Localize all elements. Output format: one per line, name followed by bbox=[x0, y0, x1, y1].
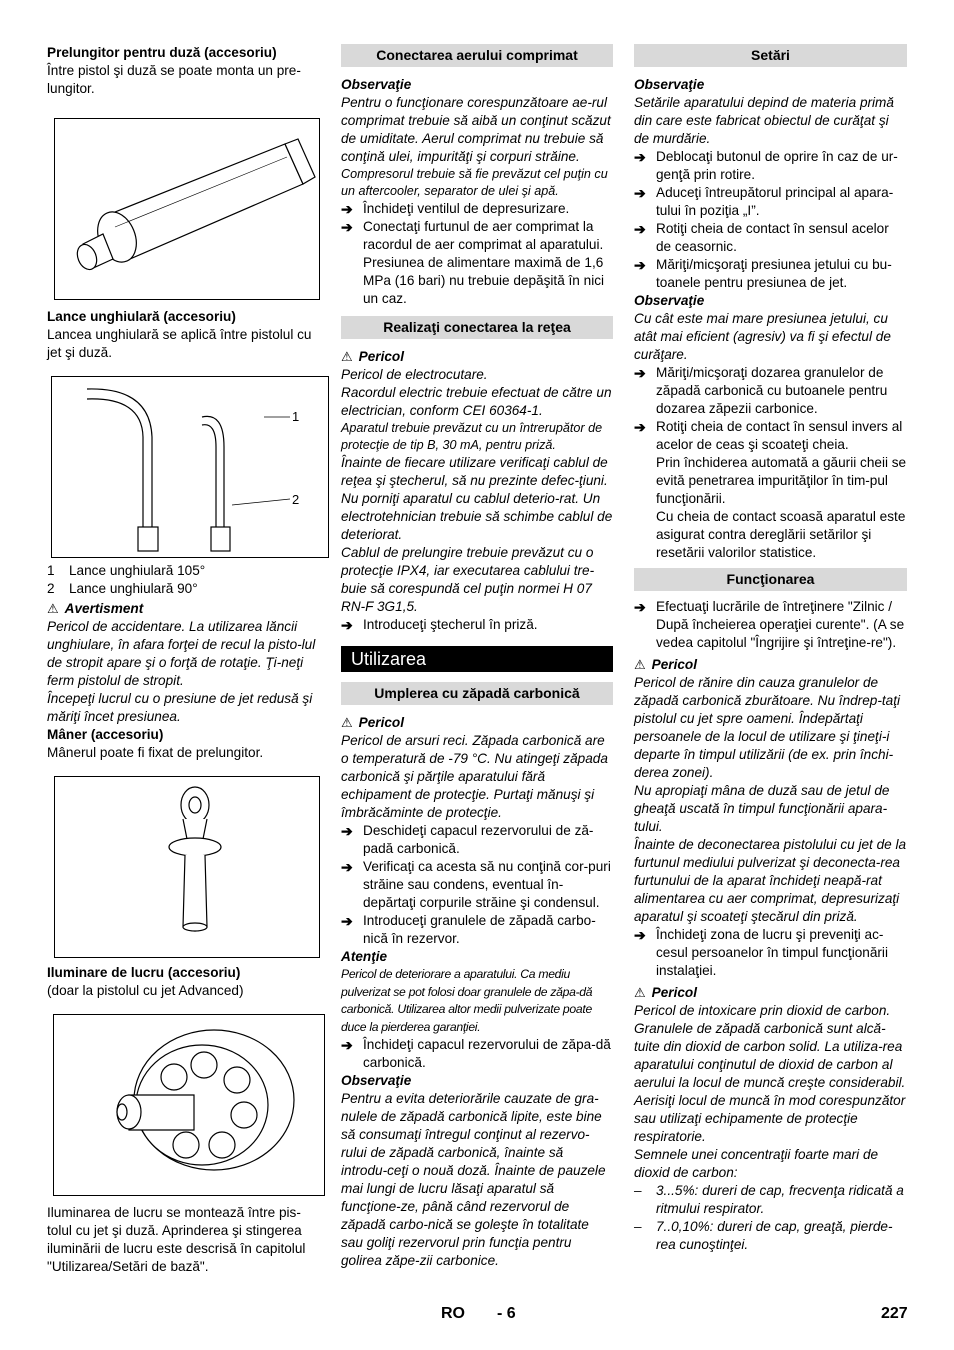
light-title: Iluminare de lucru (accesoriu) bbox=[47, 965, 241, 980]
step-item: ➔ Conectaţi furtunul de aer comprimat la racordul de aer comprimat al aparatului. bbox=[341, 219, 604, 252]
danger-text-4: Înainte de fiecare utilizare verificaţi cablul de reţea şi ştecherul, să nu prezinte defec-ţiuni. Nu porniţi aparatul cu cablul deterio-rat. Un electrotehnician trebuie să schimbe cablul de deteriorat. bbox=[341, 455, 613, 542]
work-light-illustration bbox=[54, 1015, 324, 1195]
danger-text-3: Aparatul trebuie prevăzut cu un întrerupător de protecţie de tip B, 30 mA, pentru priză. bbox=[341, 421, 603, 452]
caution-text: Pericol de deteriorare a aparatului. Ca mediu pulverizat se pot folosi doar granulele de zăpa-dă carbonică. Utilizarea altor medii pulverizate poate duce la pierderea garanţiei. bbox=[341, 967, 593, 1034]
arrow-right-icon: ➔ bbox=[634, 419, 646, 435]
step-item: ➔ Rotiţi cheia de contact în sensul acelor de ceasornic. bbox=[634, 221, 889, 254]
danger-text-2: Racordul electric trebuie efectuat de către un electrician, conform CEI 60364-1. bbox=[341, 385, 612, 418]
arrow-right-icon: ➔ bbox=[634, 149, 646, 165]
lance-legend-item: 2 Lance unghiulară 90° bbox=[47, 581, 198, 596]
step-note: Cu cheia de contact scoasă aparatul este asigurat contra dereglării setărilor şi resetării valorilor statistice. bbox=[656, 509, 906, 560]
note-label: Observaţie bbox=[634, 293, 705, 308]
extension-title: Prelungitor pentru duză (accesoriu) bbox=[47, 45, 277, 60]
arrow-right-icon: ➔ bbox=[634, 599, 646, 615]
step-item: ➔ Introduceţi granulele de zăpadă carbo-nică în rezervor. bbox=[341, 913, 596, 946]
lance-title: Lance unghiulară (accesoriu) bbox=[47, 309, 236, 324]
extension-figure bbox=[54, 118, 320, 300]
danger-text: Pericol de arsuri reci. Zăpada carbonică are o temperatură de -79 °C. Nu atingeţi zăpada carbonică şi părţile aparatului fără echipament de protecţie. Purtaţi mănuşi şi îmbrăcăminte de protecţie. bbox=[341, 733, 608, 820]
arrow-right-icon: ➔ bbox=[341, 913, 353, 929]
light-subtitle: (doar la pistolul cu jet Advanced) bbox=[47, 983, 244, 998]
step-item: ➔ Închideţi zona de lucru şi preveniţi ac-cesul persoanelor în timpul funcţionării instalaţiei. bbox=[634, 927, 888, 978]
danger-heading: ⚠ Pericol bbox=[341, 715, 404, 730]
column-left bbox=[47, 44, 319, 1276]
note-text: Cu cât este mai mare presiunea jetului, cu atât mai eficient (agresiv) va fi şi efectul de curăţare. bbox=[634, 311, 891, 362]
danger-text: Pericol de rănire din cauza granulelor de zăpadă carbonică zburătoare. Nu îndrep-taţi pistolul cu jet spre oameni. Îndepărtaţi persoanele de la locul de utilizare şi ţineţi-i departe în timpul utilizării (de ex. prin închi-derea zonei). bbox=[634, 675, 900, 780]
column-middle bbox=[341, 44, 613, 1270]
section-settings: Setări bbox=[634, 44, 907, 67]
note-label: Observaţie bbox=[634, 77, 705, 92]
warning-triangle-icon: ⚠ bbox=[341, 715, 353, 730]
section-filling-dry-ice: Umplerea cu zăpadă carbonică bbox=[341, 682, 613, 705]
light-figure bbox=[53, 1014, 325, 1196]
danger-text: Pericol de electrocutare. bbox=[341, 367, 488, 382]
arrow-right-icon: ➔ bbox=[341, 823, 353, 839]
step-item: ➔ Deblocaţi butonul de oprire în caz de ur-genţă prin rotire. bbox=[634, 149, 898, 182]
danger-heading: ⚠ Pericol bbox=[634, 985, 697, 1000]
danger-heading: ⚠ Pericol bbox=[341, 349, 404, 364]
angle-lance-illustration bbox=[52, 377, 328, 557]
footer-language: RO bbox=[441, 1305, 465, 1322]
note-label: Observaţie bbox=[341, 1073, 412, 1088]
footer-section: - 6 bbox=[497, 1305, 516, 1322]
handle-title: Mâner (accesoriu) bbox=[47, 727, 164, 742]
step-note: Presiunea de alimentare maximă de 1,6 MPa (16 bari) nu trebuie depăşită în nici un caz. bbox=[363, 255, 605, 306]
note-text: Pentru a evita deteriorările cauzate de gra-nulele de zăpadă carbonică lipite, este bine să consumaţi întregul conţinut al rezervo-rului de zăpadă carbonică, înainte să introdu-ceţi o nouă doză. Înainte de pauzele mai lungi de lucru lăsaţi aparatul să funcţione-ze, până când rezervorul de zăpadă carbo-nică se goleşte în totalitate sau goliţi rezervorul prin funcţia pentru golirea zăpe-zii carbonice. bbox=[341, 1091, 606, 1268]
lance-legend-item: 1 Lance unghiulară 105° bbox=[47, 563, 206, 578]
lance-figure-label-2: 2 bbox=[292, 492, 300, 507]
step-item: ➔ Aduceţi întreupătorul principal al apara-tului în poziţia „I”. bbox=[634, 185, 894, 218]
warning-triangle-icon: ⚠ bbox=[47, 601, 59, 616]
step-item: ➔ Închideţi ventilul de depresurizare. bbox=[341, 201, 570, 217]
step-item: ➔ Introduceţi ştecherul în priză. bbox=[341, 617, 538, 633]
handle-text: Mânerul poate fi fixat de prelungitor. bbox=[47, 745, 264, 760]
arrow-right-icon: ➔ bbox=[341, 219, 353, 235]
lance-figure bbox=[51, 376, 329, 558]
note-text-2: Compresorul trebuie să fie prevăzut cel puţin cu un aftercooler, separator de ulei şi apă. bbox=[341, 167, 608, 198]
arrow-right-icon: ➔ bbox=[634, 365, 646, 381]
step-item: ➔ Deschideţi capacul rezervorului de ză-padă carbonică. bbox=[341, 823, 594, 856]
list-item: – 3...5%: dureri de cap, frecvenţa ridicată a ritmului respirator. bbox=[634, 1183, 904, 1216]
column-right bbox=[634, 44, 907, 1254]
arrow-right-icon: ➔ bbox=[341, 859, 353, 875]
arrow-right-icon: ➔ bbox=[634, 185, 646, 201]
note-text: Pentru o funcţionare corespunzătoare ae-rul comprimat trebuie să aibă un conţinut scăzut de umiditate. Aerul comprimat nu trebuie să conţină ulei, impurităţi şi corpuri străine. bbox=[341, 95, 611, 164]
step-item: ➔ Măriţi/micşoraţi dozarea granulelor de zăpadă carbonică cu butoanele pentru dozarea zăpezii carbonice. bbox=[634, 365, 888, 416]
page-number: 227 bbox=[881, 1305, 908, 1322]
lance-text: Lancea unghiulară se aplică între pistolul cu jet şi duză. bbox=[47, 327, 312, 360]
arrow-right-icon: ➔ bbox=[634, 927, 646, 943]
danger-text: Pericol de intoxicare prin dioxid de carbon. Granulele de zăpadă carbonică sunt alcă-tuite din dioxid de carbon solid. La utiliza-rea aparatului conţinutul de dioxid de carbon al aerului la locul de muncă creşte considerabil. Aerisiţi locul de muncă în mod corespunzător sau utilizaţi echipamente de protecţie respiratorie. bbox=[634, 1003, 906, 1144]
caution-label: Atenţie bbox=[341, 949, 388, 964]
step-item: ➔ Măriţi/micşoraţi presiunea jetului cu bu-toanele pentru presiunea de jet. bbox=[634, 257, 892, 290]
step-item: ➔ Efectuaţi lucrările de întreţinere "Zilnic / După încheierea operaţiei curente". (A se vedea capitolul "Îngrijire şi întreţine-re"). bbox=[634, 599, 905, 650]
danger-text-5: Cablul de prelungire trebuie prevăzut cu o protecţie IPX4, iar executarea cablului tre-buie să corespundă cel puţin normei H 07 RN-F 3G1,5. bbox=[341, 545, 595, 614]
warning-text: Pericol de accidentare. La utilizarea lăncii unghiulare, în afara forţei de recul la pisto-lul de stropit apare şi o forţă de rotaţie. Ţi-neţi ferm pistolul de stropit. bbox=[47, 619, 316, 688]
section-operation: Funcţionarea bbox=[634, 568, 907, 591]
section-mains-connection: Realizaţi conectarea la reţea bbox=[341, 316, 613, 339]
extension-text: Între pistol şi duză se poate monta un pre-lungitor. bbox=[47, 63, 301, 96]
danger-text-3: Înainte de deconectarea pistolului cu jet de la furtunul mediului pulverizat şi deconecta-rea furtunului de la aparat închideţi neapă-rat alimentarea cu aer comprimat, depresurizaţi aparatul şi scoateţi ştecărul din priză. bbox=[634, 837, 907, 924]
warning-triangle-icon: ⚠ bbox=[634, 985, 646, 1000]
step-item: ➔ Verificaţi ca acesta să nu conţină cor-puri străine sau condens, eventual în-depărtaţi corpurile străine şi condensul. bbox=[341, 859, 611, 910]
warning-triangle-icon: ⚠ bbox=[634, 657, 646, 672]
danger-text-2: Semnele unei concentraţii foarte mari de dioxid de carbon: bbox=[634, 1147, 879, 1180]
step-item: ➔ Închideţi capacul rezervorului de zăpa-dă carbonică. bbox=[341, 1037, 611, 1070]
arrow-right-icon: ➔ bbox=[341, 617, 353, 633]
arrow-right-icon: ➔ bbox=[634, 257, 646, 273]
arrow-right-icon: ➔ bbox=[341, 1037, 353, 1053]
chapter-title: Utilizarea bbox=[341, 646, 613, 672]
handle-illustration bbox=[55, 777, 319, 957]
section-compressed-air: Conectarea aerului comprimat bbox=[341, 44, 613, 67]
nozzle-extension-illustration bbox=[55, 119, 319, 299]
list-item: – 7..0,10%: dureri de cap, greaţă, pierde-rea cunoştinţei. bbox=[634, 1219, 893, 1252]
warning-text-2: Începeţi lucrul cu o presiune de jet redusă şi măriţi încet presiunea. bbox=[47, 691, 313, 724]
warning-triangle-icon: ⚠ bbox=[341, 349, 353, 364]
lance-figure-label-1: 1 bbox=[292, 409, 300, 424]
warning-heading: ⚠ Avertisment bbox=[47, 601, 144, 616]
step-note: Prin închiderea automată a găurii cheii se evită penetrarea impurităţilor în tim-pul funcţionării. bbox=[656, 455, 907, 506]
step-item: ➔ Rotiţi cheia de contact în sensul invers al acelor de ceas şi scoateţi cheia. bbox=[634, 419, 903, 452]
danger-text-2: Nu apropiaţi mâna de duză sau de jetul de gheaţă uscată în timpul funcţionării apara-tului. bbox=[634, 783, 890, 834]
note-label: Observaţie bbox=[341, 77, 412, 92]
danger-heading: ⚠ Pericol bbox=[634, 657, 697, 672]
note-text: Setările aparatului depind de materia primă din care este fabricat obiectul de curăţat şi de murdărie. bbox=[634, 95, 894, 146]
handle-figure bbox=[54, 776, 320, 958]
arrow-right-icon: ➔ bbox=[634, 221, 646, 237]
light-text: Iluminarea de lucru se montează între pis-tolul cu jet şi duză. Aprinderea şi stingerea iluminării de lucru este descrisă în capitolul "Utilizarea/Setări de bază". bbox=[47, 1205, 306, 1274]
arrow-right-icon: ➔ bbox=[341, 201, 353, 217]
